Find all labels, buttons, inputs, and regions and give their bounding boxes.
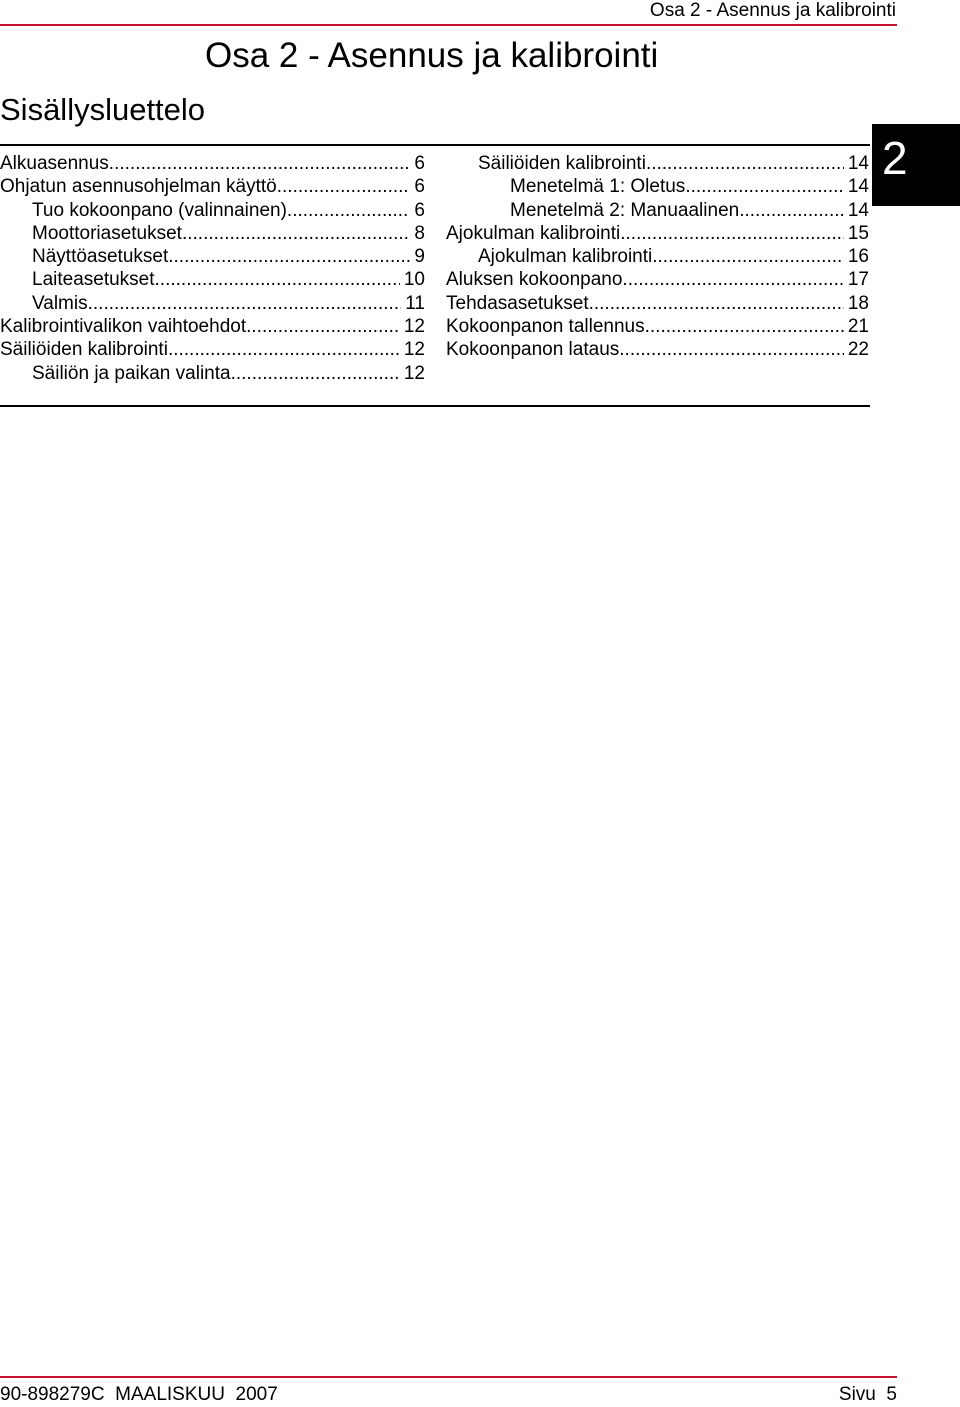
toc-entry-page: 9 xyxy=(414,246,425,268)
toc-entry[interactable] xyxy=(0,152,425,175)
toc-entry[interactable] xyxy=(0,292,425,315)
toc-leader xyxy=(246,315,400,338)
toc-leader xyxy=(619,338,844,361)
toc-entry-page: 6 xyxy=(414,176,425,198)
toc-entry-page: 18 xyxy=(847,292,869,314)
toc-leader xyxy=(88,292,402,315)
toc-leader xyxy=(589,292,844,315)
toc-leader xyxy=(739,199,844,222)
toc-column-left xyxy=(0,152,425,385)
toc-entry[interactable] xyxy=(0,338,425,361)
toc-entry-label: Näyttöasetukset xyxy=(32,246,169,268)
toc-column-right xyxy=(446,152,869,362)
toc-leader xyxy=(155,268,400,291)
running-header: Osa 2 - Asennus ja kalibrointi xyxy=(649,0,896,21)
toc-entry-page: 14 xyxy=(847,199,869,221)
toc-entry[interactable] xyxy=(0,222,425,245)
footer-rule xyxy=(0,1376,897,1378)
toc-leader xyxy=(620,222,844,245)
toc-entry-label: Säiliöiden kalibrointi xyxy=(0,339,168,361)
toc-entry-label: Kalibrointivalikon vaihtoehdot xyxy=(0,316,247,338)
toc-title: Sisällysluettelo xyxy=(0,92,206,127)
toc-entry[interactable] xyxy=(0,199,425,222)
toc-entry-page: 15 xyxy=(847,222,869,244)
toc-leader xyxy=(168,245,410,268)
toc-entry-label: Ohjatun asennusohjelman käyttö xyxy=(0,176,277,198)
toc-leader xyxy=(277,175,411,198)
toc-entry-page: 12 xyxy=(403,362,425,384)
footer-page-number: Sivu 5 xyxy=(838,1384,897,1405)
toc-leader xyxy=(287,199,411,222)
header-rule xyxy=(0,24,897,26)
toc-leader xyxy=(109,152,411,175)
toc-entry[interactable] xyxy=(446,152,869,175)
toc-entry-label: Tehdasasetukset xyxy=(446,292,589,314)
toc-entry[interactable] xyxy=(446,199,869,222)
toc-entry-label: Alkuasennus xyxy=(0,153,109,174)
toc-entry-label: Menetelmä 1: Oletus xyxy=(510,176,686,198)
toc-entry-label: Säiliön ja paikan valinta xyxy=(32,362,231,384)
toc-entry-page: 6 xyxy=(414,153,425,174)
toc-entry-page: 12 xyxy=(403,316,425,338)
toc-entry-label: Menetelmä 2: Manuaalinen xyxy=(510,199,740,221)
toc-entry-label: Säiliöiden kalibrointi xyxy=(478,153,646,174)
toc-entry-label: Ajokulman kalibrointi xyxy=(478,246,653,268)
toc-entry[interactable] xyxy=(446,315,869,338)
toc-top-rule xyxy=(0,144,870,146)
toc-entry-page: 14 xyxy=(847,176,869,198)
toc-entry[interactable] xyxy=(0,315,425,338)
toc-entry[interactable] xyxy=(0,362,425,385)
toc-entry[interactable] xyxy=(0,268,425,291)
toc-entry-label: Moottoriasetukset xyxy=(32,222,182,244)
toc-entry-label: Valmis xyxy=(32,292,88,314)
toc-leader xyxy=(231,362,400,385)
toc-entry-label: Kokoonpanon tallennus xyxy=(446,316,645,338)
toc-bottom-rule xyxy=(0,405,870,407)
toc-leader xyxy=(182,222,410,245)
toc-entry[interactable] xyxy=(446,338,869,361)
toc-leader xyxy=(168,338,400,361)
toc-entry[interactable] xyxy=(0,245,425,268)
toc-entry-label: Kokoonpanon lataus xyxy=(446,339,620,361)
chapter-tab: 2 xyxy=(872,124,960,206)
toc-leader xyxy=(685,175,844,198)
toc-leader xyxy=(622,268,843,291)
toc-entry-page: 8 xyxy=(414,222,425,244)
toc-entry-page: 11 xyxy=(405,292,425,314)
toc-entry-label: Laiteasetukset xyxy=(32,269,155,291)
toc-entry-page: 12 xyxy=(403,339,425,361)
toc-entry-label: Aluksen kokoonpano xyxy=(446,269,623,291)
toc-entry-page: 21 xyxy=(847,316,869,338)
footer-doc-number: 90-898279C MAALISKUU 2007 xyxy=(0,1384,278,1405)
section-title: Osa 2 - Asennus ja kalibrointi xyxy=(205,36,659,75)
toc-leader xyxy=(652,245,844,268)
toc-entry-page: 6 xyxy=(414,199,425,221)
toc-entry-page: 10 xyxy=(403,269,425,291)
toc-entry-label: Tuo kokoonpano (valinnainen) xyxy=(32,199,287,221)
toc-entry[interactable] xyxy=(446,245,869,268)
toc-entry-page: 22 xyxy=(847,339,869,361)
toc-entry[interactable] xyxy=(446,175,869,198)
toc-entry-page: 16 xyxy=(847,246,869,268)
toc-entry[interactable] xyxy=(0,175,425,198)
toc-entry-label: Ajokulman kalibrointi xyxy=(446,222,621,244)
toc-entry-page: 17 xyxy=(847,269,869,291)
toc-leader xyxy=(645,315,844,338)
toc-leader xyxy=(646,152,844,175)
toc-entry-page: 14 xyxy=(847,153,869,174)
toc-entry[interactable] xyxy=(446,268,869,291)
toc-entry[interactable] xyxy=(446,222,869,245)
toc-entry[interactable] xyxy=(446,292,869,315)
